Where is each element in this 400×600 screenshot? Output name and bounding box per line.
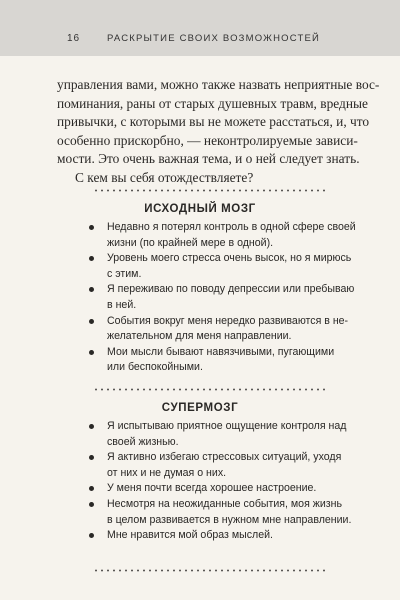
item-line: с этим. [107, 267, 142, 280]
bullet-icon [89, 350, 94, 355]
dotted-divider [93, 189, 327, 192]
super-brain-list [80, 419, 360, 544]
bullet-icon [89, 533, 94, 538]
item-line: в целом развивается в нужном мне направлении. [107, 513, 352, 526]
list-item [80, 528, 360, 544]
list-item [80, 345, 360, 376]
item-line: от них и не думая о них. [107, 466, 227, 479]
dotted-divider [93, 569, 327, 572]
item-line: жизни (по крайней мере в одной). [107, 236, 274, 249]
dotted-divider [93, 388, 327, 391]
item-line: События вокруг меня нередко развиваются в не- [107, 314, 349, 327]
body-line: привычки, с которыми вы не можете расстаться, и, что [57, 114, 370, 130]
item-line: Несмотря на неожиданные события, моя жизнь [107, 497, 342, 510]
box-title-super-brain: СУПЕРМОЗГ [161, 402, 239, 414]
list-item [80, 251, 360, 282]
list-item [80, 220, 360, 251]
item-line: Мне нравится мой образ мыслей. [107, 529, 273, 542]
bullet-icon [89, 486, 94, 491]
body-line: мости. Это очень важная тема, и о ней следует знать. [57, 151, 360, 167]
item-line: в ней. [107, 298, 137, 311]
list-item [80, 282, 360, 313]
list-item [80, 419, 360, 450]
item-line: Недавно я потерял контроль в одной сфере своей [107, 221, 356, 233]
bullet-icon [89, 319, 94, 324]
bullet-icon [89, 225, 94, 230]
bullet-icon [89, 287, 94, 292]
item-line: или беспокойными. [107, 361, 203, 374]
bullet-icon [89, 502, 94, 507]
running-title: РАСКРЫТИЕ СВОИХ ВОЗМОЖНОСТЕЙ [107, 33, 321, 44]
item-line: Я переживаю по поводу депрессии или пребываю [107, 283, 355, 296]
running-header [0, 0, 400, 56]
item-line: Мои мысли бывают навязчивыми, пугающими [107, 345, 335, 358]
item-line: Я испытываю приятное ощущение контроля над [107, 420, 347, 432]
body-line: особенно прискорбно, — неконтролируемые зависи- [57, 132, 358, 148]
list-item [80, 314, 360, 345]
original-brain-list [80, 220, 360, 376]
body-question: С кем вы себя отождествляете? [75, 169, 254, 185]
page-number: 16 [67, 33, 81, 44]
box-title-original-brain: ИСХОДНЫЙ МОЗГ [144, 203, 256, 215]
body-line: поминания, раны от старых душевных травм, вредные [57, 95, 368, 111]
bullet-icon [89, 455, 94, 460]
item-line: Я активно избегаю стрессовых ситуаций, уходя [107, 451, 342, 464]
bullet-icon [89, 256, 94, 261]
body-line: управления вами, можно также назвать неприятные вос- [57, 77, 380, 92]
item-line: желательном для меня направлении. [107, 330, 292, 343]
item-line: своей жизнью. [107, 435, 179, 448]
list-item [80, 481, 360, 497]
body-paragraph [57, 76, 380, 188]
item-line: Уровень моего стресса очень высок, но я мирюсь [107, 252, 352, 265]
bullet-icon [89, 424, 94, 429]
list-item [80, 497, 360, 528]
item-line: У меня почти всегда хорошее настроение. [107, 482, 317, 495]
list-item [80, 450, 360, 481]
